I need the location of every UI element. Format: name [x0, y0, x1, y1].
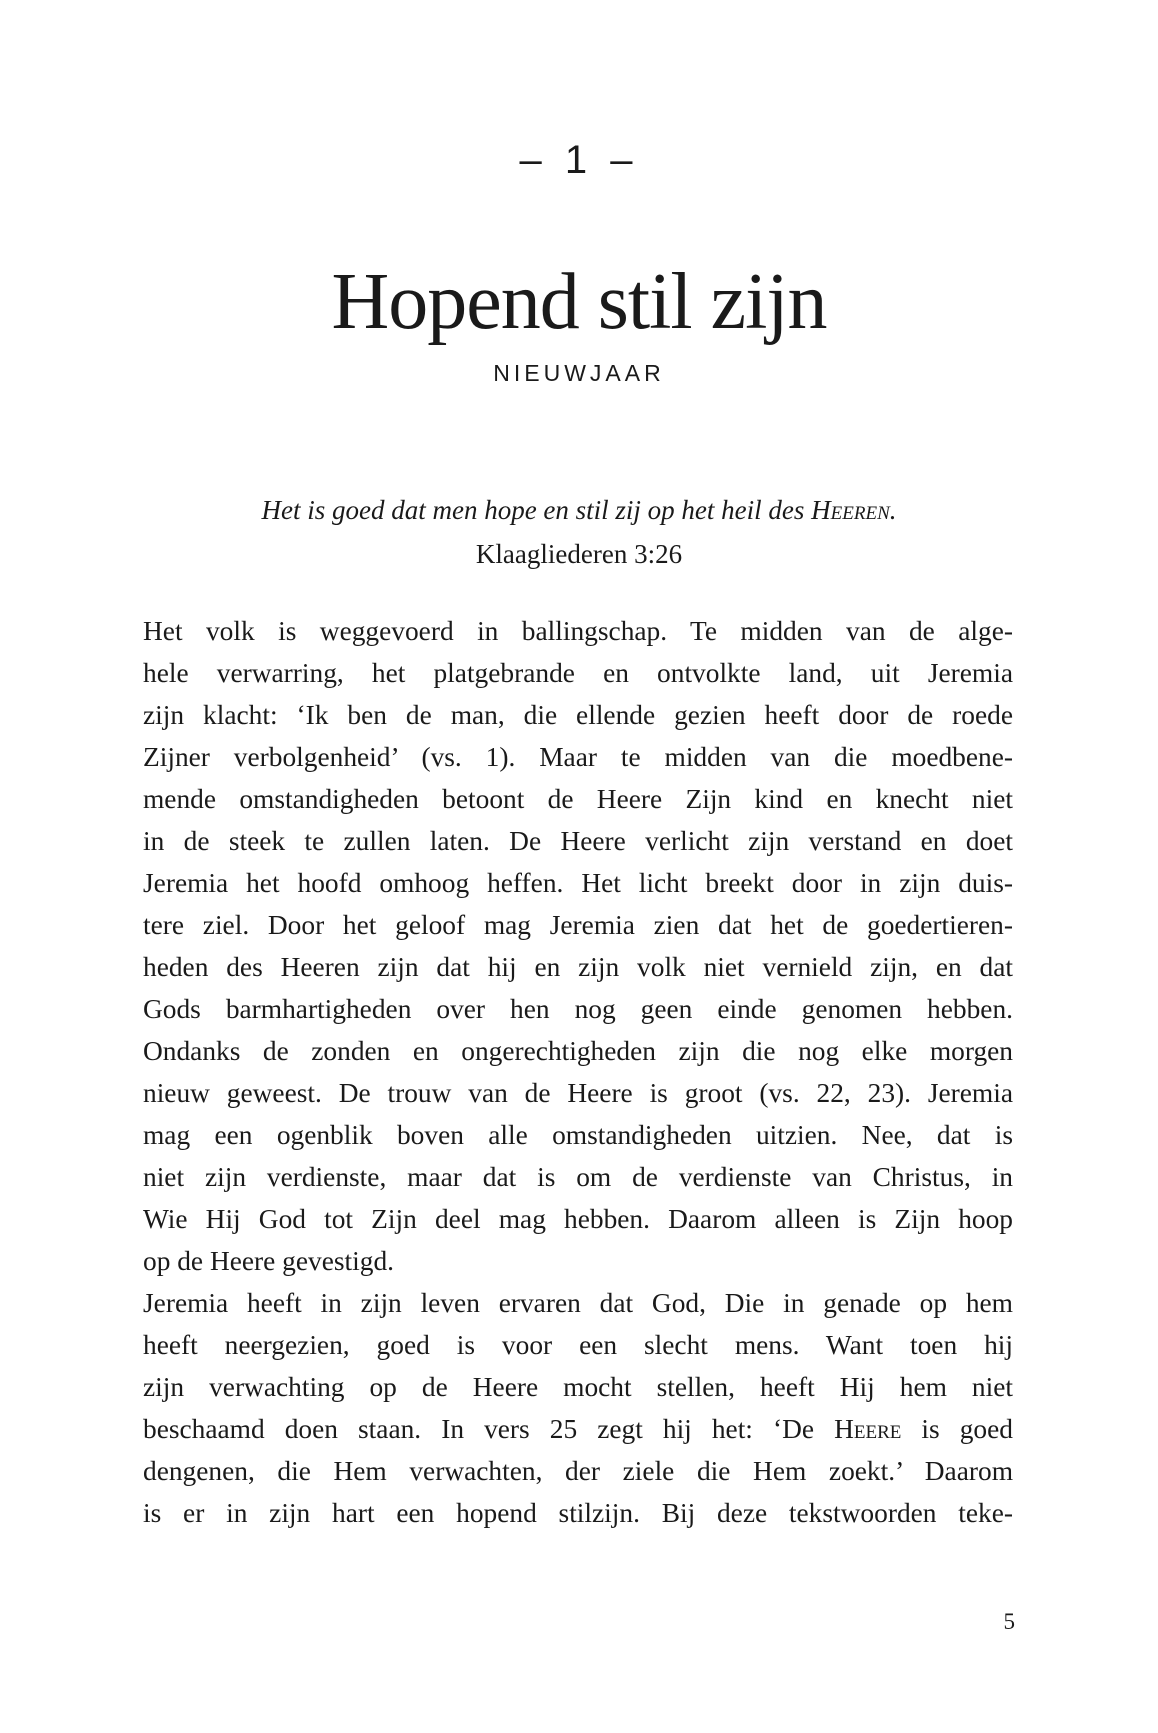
body-line: heeft neergezien, goed is voor een slecht mens. Want toen hij — [143, 1330, 1013, 1360]
body-line: Zijner verbolgenheid’ (vs. 1). Maar te midden van die moedbene- — [143, 742, 1013, 772]
page-number: 5 — [1003, 1609, 1015, 1634]
epigraph-source: Klaagliederen 3:26 — [475, 539, 683, 569]
body-line-smallcaps-word: Heere — [834, 1414, 902, 1444]
body-line: Jeremia het hoofd omhoog heffen. Het licht breekt door in zijn duis- — [143, 868, 1013, 898]
epigraph — [0, 488, 1158, 576]
body-line: hele verwarring, het platgebrande en ontvolkte land, uit Jeremia — [143, 658, 1013, 688]
epigraph-quote-text: Het is goed dat men hope en stil zij op het heil des — [261, 495, 812, 525]
body-line: nieuw geweest. De trouw van de Heere is groot (vs. 22, 23). Jeremia — [143, 1078, 1013, 1108]
body-line-part: is goed — [901, 1414, 1013, 1444]
epigraph-quote-end: . — [889, 495, 897, 525]
body-line: tere ziel. Door het geloof mag Jeremia zien dat het de goedertieren- — [143, 910, 1013, 940]
body-line: Gods barmhartigheden over hen nog geen einde genomen hebben. — [143, 994, 1013, 1024]
body-line: Ondanks de zonden en ongerechtigheden zijn die nog elke morgen — [143, 1036, 1013, 1066]
epigraph-quote-smallcaps: Heeren — [811, 495, 890, 525]
epigraph-quote — [0, 488, 1158, 532]
body-line: Jeremia heeft in zijn leven ervaren dat God, Die in genade op hem — [143, 1288, 1013, 1318]
body-line: zijn klacht: ‘Ik ben de man, die ellende gezien heeft door de roede — [143, 700, 1013, 730]
chapter-subtitle: NIEUWJAAR — [493, 360, 665, 386]
body-line: heden des Heeren zijn dat hij en zijn volk niet vernield zijn, en dat — [143, 952, 1013, 982]
body-line-part: beschaamd doen staan. In vers 25 zegt hij het: ‘De — [143, 1414, 835, 1444]
body-line-paragraph-end: op de Heere gevestigd. — [143, 1246, 394, 1276]
body-line: mag een ogenblik boven alle omstandigheden uitzien. Nee, dat is — [143, 1120, 1013, 1150]
body-line-smallcaps — [143, 1408, 1013, 1450]
body-text — [143, 610, 1013, 1534]
body-line: zijn verwachting op de Heere mocht stellen, heeft Hij hem niet — [143, 1372, 1013, 1402]
body-line: dengenen, die Hem verwachten, der ziele die Hem zoekt.’ Daarom — [143, 1456, 1013, 1486]
chapter-title: Hopend stil zijn — [331, 258, 827, 346]
body-line: mende omstandigheden betoont de Heere Zijn kind en knecht niet — [143, 784, 1013, 814]
body-line: is er in zijn hart een hopend stilzijn. Bij deze tekstwoorden teke- — [143, 1498, 1013, 1528]
body-line: Wie Hij God tot Zijn deel mag hebben. Daarom alleen is Zijn hoop — [143, 1204, 1013, 1234]
body-line: in de steek te zullen laten. De Heere verlicht zijn verstand en doet — [143, 826, 1013, 856]
chapter-number: – 1 – — [519, 138, 639, 182]
body-line: Het volk is weggevoerd in ballingschap. Te midden van de alge- — [143, 616, 1013, 646]
body-line: niet zijn verdienste, maar dat is om de verdienste van Christus, in — [143, 1162, 1013, 1192]
